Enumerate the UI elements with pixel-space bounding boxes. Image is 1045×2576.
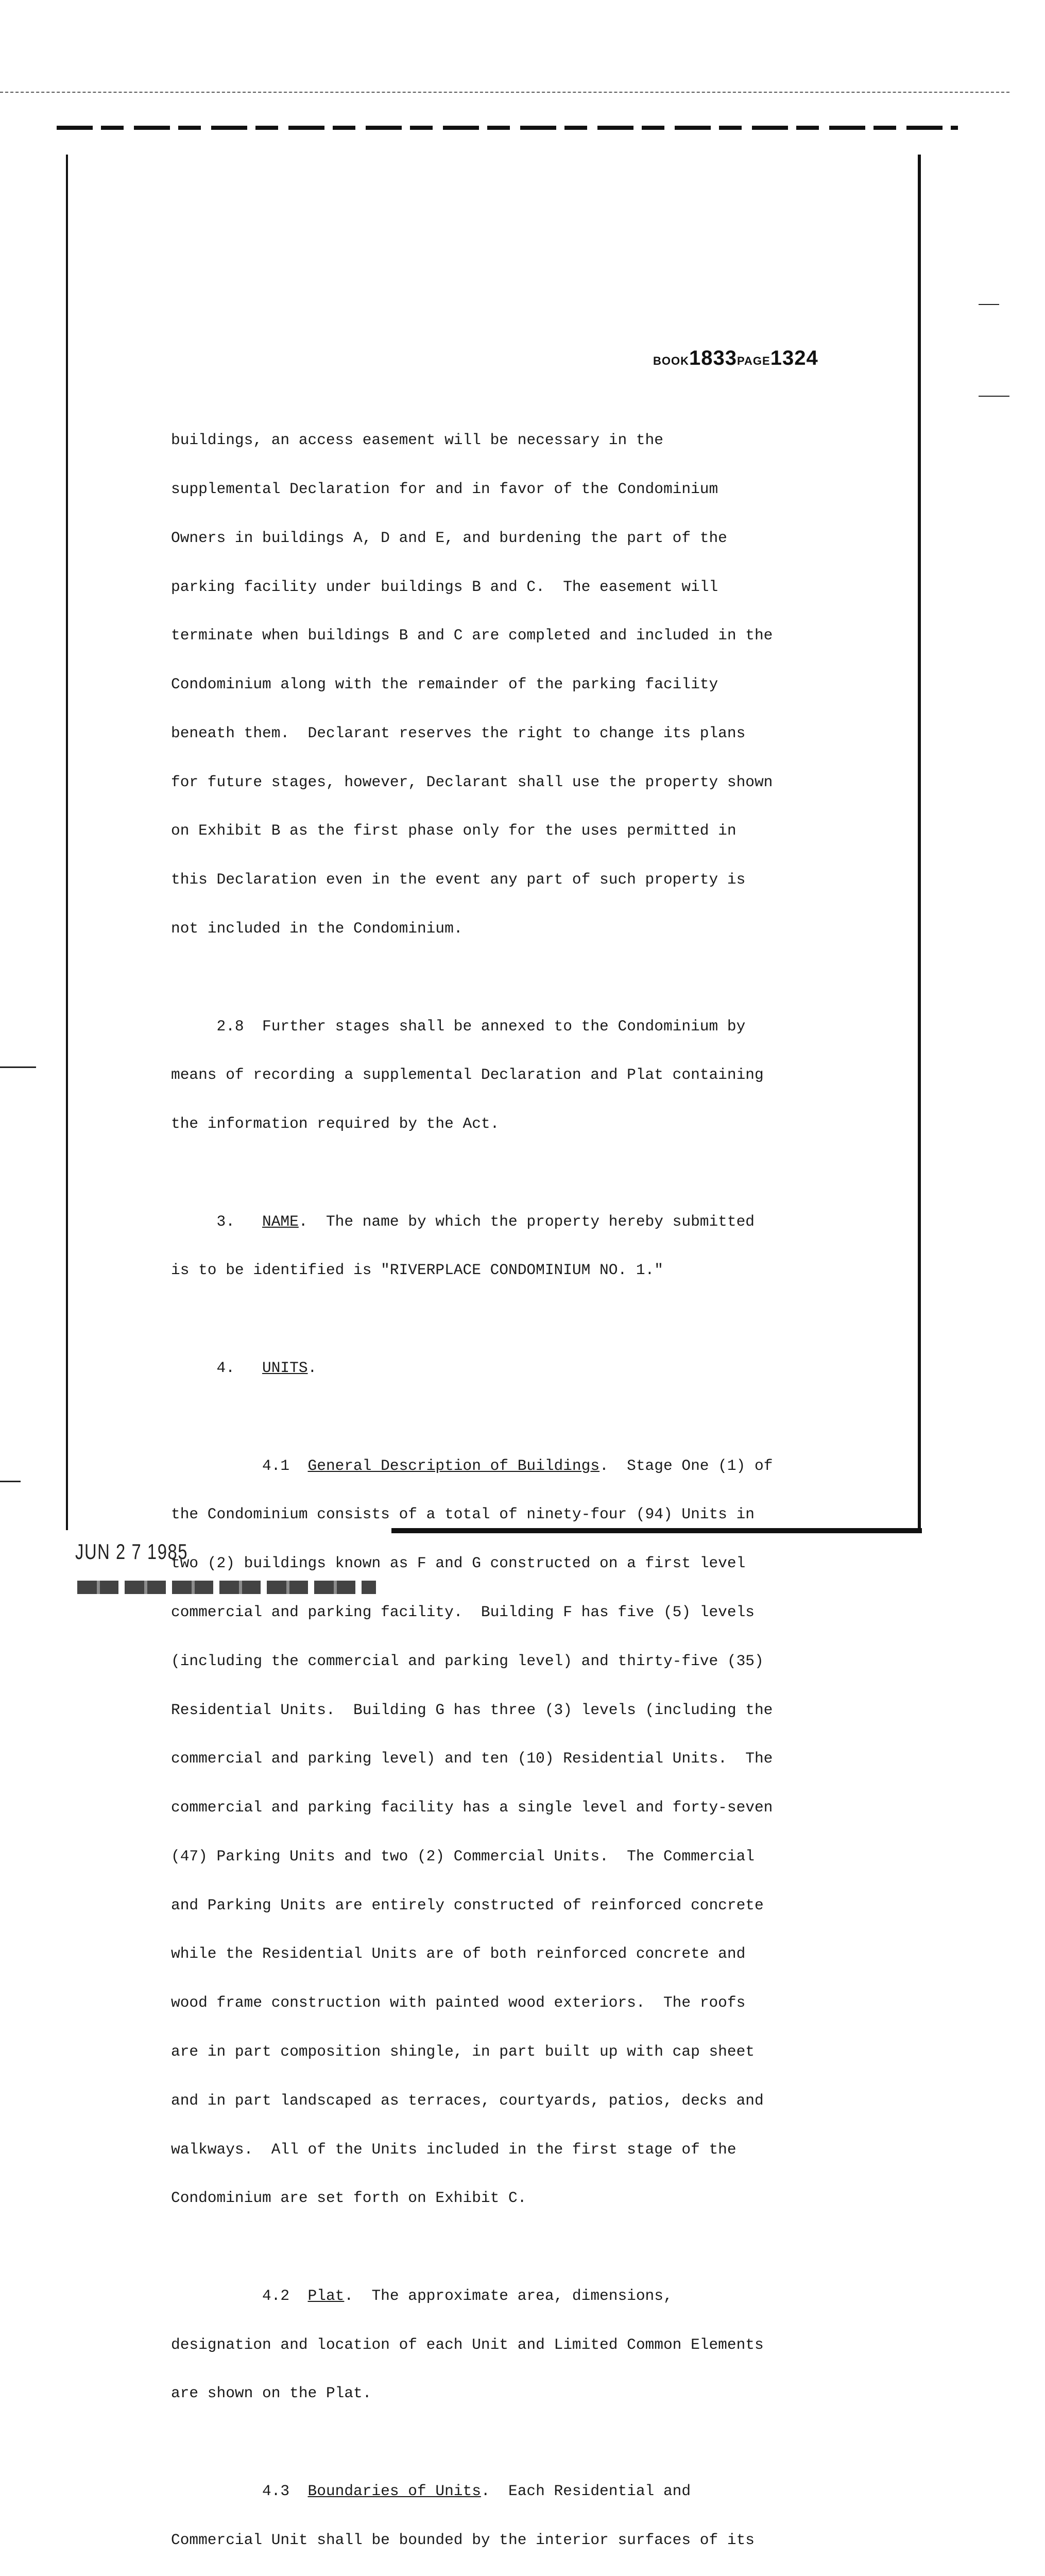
underlined-heading: Boundaries of Units bbox=[307, 2482, 481, 2500]
text-line: means of recording a supplemental Declaration and Plat containing bbox=[171, 1066, 764, 1084]
text-segment: 4. bbox=[171, 1359, 263, 1377]
paragraph-gap bbox=[171, 1409, 815, 1426]
text-line: parking facility under buildings B and C. The easement will bbox=[171, 578, 718, 596]
text-line: the information required by the Act. bbox=[171, 1115, 500, 1133]
text-segment: . bbox=[307, 1359, 317, 1377]
text-line: and in part landscaped as terraces, courtyards, patios, decks and bbox=[171, 2091, 764, 2109]
paragraph-gap bbox=[171, 2434, 815, 2451]
text-line: on Exhibit B as the first phase only for the uses permitted in bbox=[171, 822, 736, 840]
subsection-heading-4-3 bbox=[171, 2483, 815, 2500]
text-line: Commercial Unit shall be bounded by the interior surfaces of its bbox=[171, 2531, 755, 2549]
text-segment: . Stage One (1) of bbox=[599, 1456, 773, 1475]
text-line: Condominium are set forth on Exhibit C. bbox=[171, 2189, 527, 2207]
underlined-heading: General Description of Buildings bbox=[307, 1456, 600, 1475]
text-line: the Condominium consists of a total of ninety-four (94) Units in bbox=[171, 1505, 755, 1523]
page-number: 1324 bbox=[770, 347, 818, 369]
text-line: is to be identified is "RIVERPLACE CONDOMINIUM NO. 1." bbox=[171, 1261, 663, 1279]
text-line: beneath them. Declarant reserves the right to change its plans bbox=[171, 724, 746, 742]
document-body bbox=[171, 400, 815, 2576]
underlined-heading: UNITS bbox=[262, 1359, 308, 1377]
paragraph-gap bbox=[171, 2239, 815, 2256]
book-page-reference bbox=[653, 347, 818, 370]
text-line: two (2) buildings known as F and G constructed on a first level bbox=[171, 1554, 746, 1572]
text-line: designation and location of each Unit and Limited Common Elements bbox=[171, 2335, 764, 2353]
text-line: not included in the Condominium. bbox=[171, 920, 463, 937]
text-segment: . The approximate area, dimensions, bbox=[344, 2286, 673, 2304]
text-line: for future stages, however, Declarant shall use the property shown bbox=[171, 773, 773, 791]
text-line: commercial and parking level) and ten (10) Residential Units. The bbox=[171, 1750, 773, 1768]
text-line: walkways. All of the Units included in the first stage of the bbox=[171, 2140, 736, 2158]
subsection-heading-4-1 bbox=[171, 1458, 815, 1475]
text-segment: 4.3 bbox=[171, 2482, 308, 2500]
scan-artifact-top-dashes bbox=[0, 92, 1009, 93]
paragraph-gap bbox=[171, 1311, 815, 1328]
text-segment: . The name by which the property hereby submitted bbox=[298, 1212, 755, 1230]
section-heading-units bbox=[171, 1360, 815, 1377]
text-line: are shown on the Plat. bbox=[171, 2384, 372, 2402]
text-line: are in part composition shingle, in part built up with cap sheet bbox=[171, 2042, 755, 2060]
scan-artifact-top-edge bbox=[57, 126, 958, 130]
page-label: PAGE bbox=[736, 354, 770, 367]
section-heading-name bbox=[171, 1214, 815, 1230]
text-segment: 3. bbox=[171, 1212, 263, 1230]
text-line: and Parking Units are entirely constructed of reinforced concrete bbox=[171, 1896, 764, 1914]
underlined-heading: NAME bbox=[262, 1212, 299, 1230]
underlined-heading: Plat bbox=[307, 2286, 345, 2304]
text-line: 2.8 Further stages shall be annexed to the Condominium by bbox=[171, 1017, 746, 1035]
text-segment: . Each Residential and bbox=[481, 2482, 691, 2500]
scan-artifact-right-mark bbox=[979, 396, 1009, 397]
text-line: Owners in buildings A, D and E, and burdening the part of the bbox=[171, 529, 727, 547]
paragraph-gap bbox=[171, 1165, 815, 1181]
text-line: supplemental Declaration for and in favor of the Condominium bbox=[171, 480, 718, 498]
text-segment: 4.2 bbox=[171, 2286, 308, 2304]
recording-date-stamp: JUN 2 7 1985 bbox=[75, 1539, 189, 1564]
paragraph-gap bbox=[171, 970, 815, 986]
book-number: 1833 bbox=[689, 347, 737, 369]
text-segment: 4.1 bbox=[171, 1456, 308, 1475]
book-label: BOOK bbox=[653, 354, 689, 367]
subsection-heading-4-2 bbox=[171, 2288, 815, 2304]
text-line: Condominium along with the remainder of the parking facility bbox=[171, 675, 718, 693]
text-line: (47) Parking Units and two (2) Commercial Units. The Commercial bbox=[171, 1847, 755, 1865]
scan-artifact-bottom-smudge bbox=[77, 1581, 376, 1594]
text-line: buildings, an access easement will be necessary in the bbox=[171, 431, 663, 449]
text-line: terminate when buildings B and C are completed and included in the bbox=[171, 626, 773, 645]
scan-artifact-right-mark-2 bbox=[979, 304, 999, 305]
text-line: commercial and parking facility has a single level and forty-seven bbox=[171, 1799, 773, 1817]
text-line: wood frame construction with painted wood exteriors. The roofs bbox=[171, 1994, 746, 2012]
text-line: while the Residential Units are of both reinforced concrete and bbox=[171, 1945, 746, 1963]
text-line: Residential Units. Building G has three (3) levels (including the bbox=[171, 1701, 773, 1719]
text-line: commercial and parking facility. Building F has five (5) levels bbox=[171, 1603, 755, 1621]
scan-artifact-left-mark-2 bbox=[0, 1481, 21, 1482]
text-line: (including the commercial and parking level) and thirty-five (35) bbox=[171, 1652, 764, 1670]
scan-artifact-left-mark bbox=[0, 1066, 36, 1068]
text-line: this Declaration even in the event any part of such property is bbox=[171, 871, 746, 889]
